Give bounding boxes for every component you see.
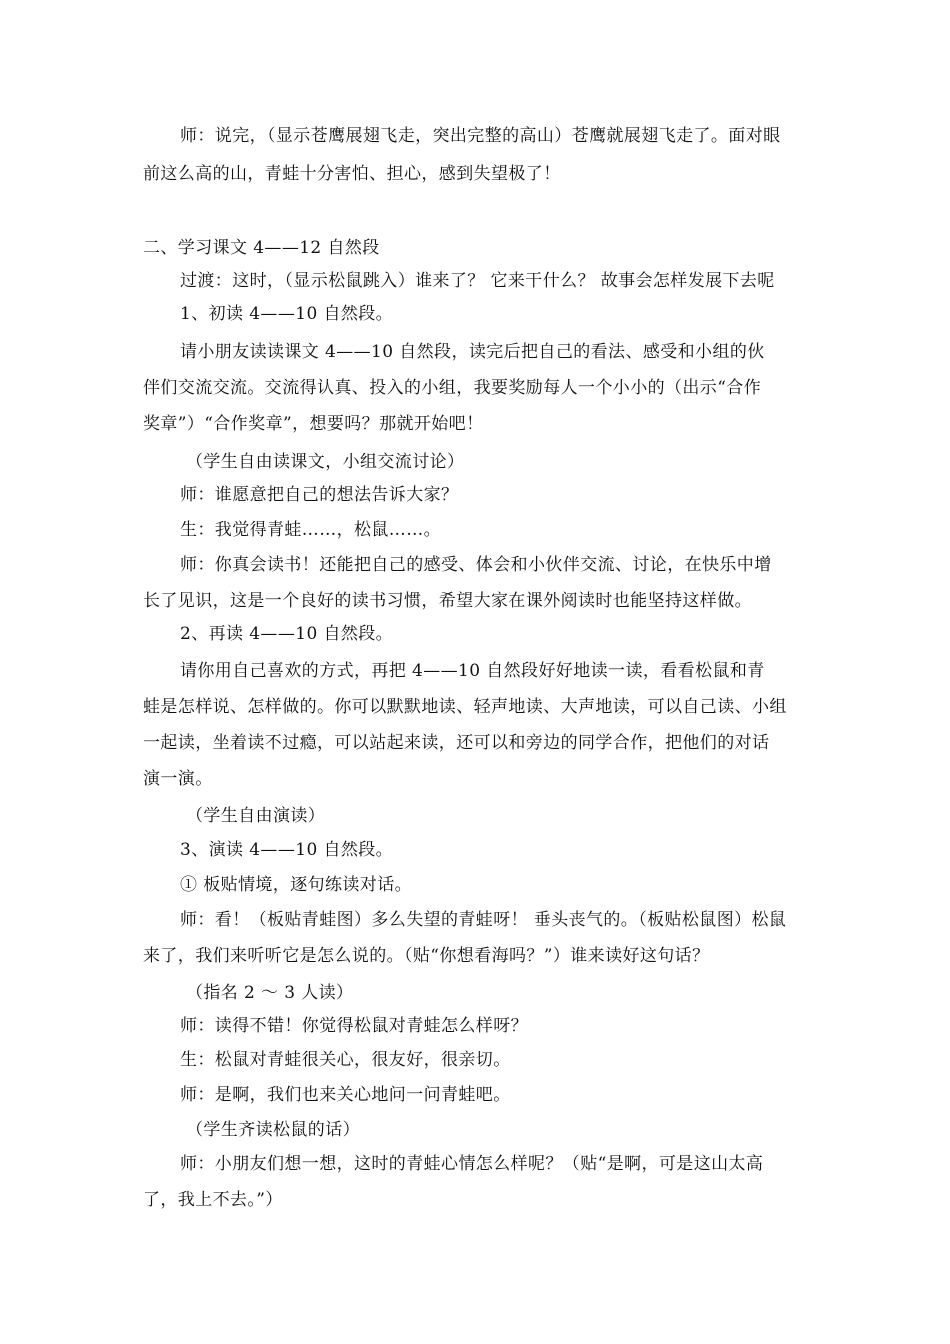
paragraph-line: ① 板贴情境，逐句练读对话。 <box>180 875 413 895</box>
subheading: 2、再读 4——10 自然段。 <box>180 624 394 644</box>
paragraph-line: 师：你真会读书！还能把自己的感受、体会和小伙伴交流、讨论，在快乐中增 <box>180 555 772 575</box>
stage-direction: （学生自由读课文，小组交流讨论） <box>186 452 465 472</box>
subheading: 3、演读 4——10 自然段。 <box>180 840 394 860</box>
dialogue-line: 生：我觉得青蛙……，松鼠……。 <box>180 520 441 540</box>
paragraph-line: 过渡：这时，（显示松鼠跳入）谁来了？ 它来干什么？ 故事会怎样发展下去呢 <box>180 271 775 291</box>
dialogue-line: 师：读得不错！你觉得松鼠对青蛙怎么样呀？ <box>180 1016 528 1036</box>
section-heading: 二、学习课文 4——12 自然段 <box>143 238 380 258</box>
paragraph-line: 一起读，坐着读不过瘾，可以站起来读，还可以和旁边的同学合作，把他们的对话 <box>143 733 770 753</box>
paragraph-line: 请你用自己喜欢的方式，再把 4——10 自然段好好地读一读，看看松鼠和青 <box>180 661 765 681</box>
paragraph-line: 来了，我们来听听它是怎么说的。（贴“你想看海吗？”）谁来读好这句话？ <box>143 946 710 966</box>
paragraph-line: 了，我上不去。”） <box>143 1190 283 1210</box>
paragraph-line: 请小朋友读读课文 4——10 自然段，读完后把自己的看法、感受和小组的伙 <box>180 342 765 362</box>
paragraph-line: 前这么高的山，青蛙十分害怕、担心，感到失望极了！ <box>143 164 561 184</box>
stage-direction: （指名 2 ～ 3 人读） <box>186 983 354 1003</box>
paragraph-line: 演一演。 <box>143 769 213 789</box>
subheading: 1、初读 4——10 自然段。 <box>180 304 394 324</box>
dialogue-line: 师：谁愿意把自己的想法告诉大家？ <box>180 485 459 505</box>
paragraph-line: 蛙是怎样说、怎样做的。你可以默默地读、轻声地读、大声地读，可以自己读、小组 <box>143 697 787 717</box>
stage-direction: （学生自由演读） <box>186 806 326 826</box>
dialogue-line: 师：是啊，我们也来关心地问一问青蛙吧。 <box>180 1085 511 1105</box>
paragraph-line: 长了见识，这是一个良好的读书习惯，希望大家在课外阅读时也能坚持这样做。 <box>143 591 752 611</box>
dialogue-line: 师：看！（板贴青蛙图）多么失望的青蛙呀！ 垂头丧气的。（板贴松鼠图）松鼠 <box>180 910 787 930</box>
dialogue-line: 生：松鼠对青蛙很关心，很友好，很亲切。 <box>180 1050 511 1070</box>
stage-direction: （学生齐读松鼠的话） <box>186 1120 360 1140</box>
dialogue-line: 师：小朋友们想一想，这时的青蛙心情怎么样呢？（贴“是啊，可是这山太高 <box>180 1154 764 1174</box>
paragraph-line: 奖章”）“合作奖章”，想要吗？那就开始吧！ <box>143 414 484 434</box>
paragraph-line: 伴们交流交流。交流得认真、投入的小组，我要奖励每人一个小小的（出示“合作 <box>143 378 762 398</box>
paragraph-line: 师：说完，（显示苍鹰展翅飞走，突出完整的高山）苍鹰就展翅飞走了。面对眼 <box>180 126 781 146</box>
